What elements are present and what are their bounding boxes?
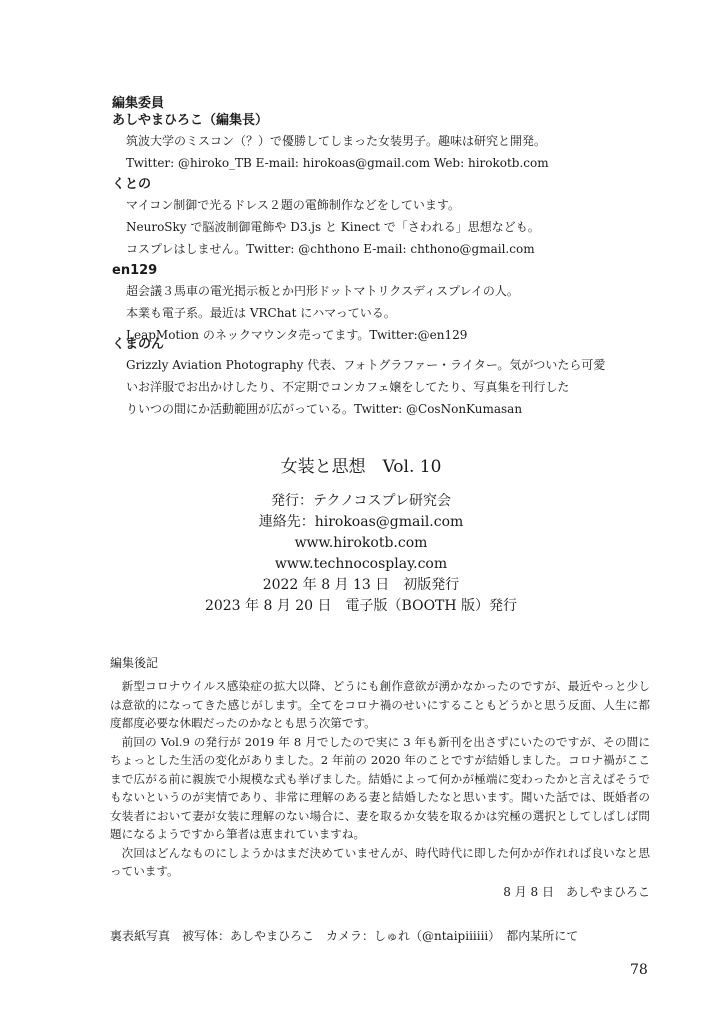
member-line: NeuroSky で脳波制御電飾や D3.js と Kinect で「さわれる」思想なども。 [126,220,540,234]
staff-member [112,336,672,420]
member-name: en129 [112,263,158,278]
postscript-signature: 8 月 8 日 あしやまひろこ [503,884,650,899]
member-line: 超会議３馬車の電光掲示板とか円形ドットマトリクスディスプレイの人。 [126,284,519,298]
member-line: 筑波大学のミスコン（？）で優勝してしまった女装男子。趣味は研究と開発。 [126,134,547,148]
publisher-line: 発行：テクノコスプレ研究会 [271,493,451,509]
website-line: www.technocosplay.com [274,556,448,572]
staff-heading: 編集委員 [112,96,165,111]
postscript-paragraph: 新型コロナウイルス感染症の拡大以降、どうにも創作意欲が湧かなかったのですが、最近やっと少しは意欲的になってきた感じがします。全てをコロナ禍のせいにすることもどうかと思う反面、人生に都度都度必要な休暇だったのかなとも思う次第です。 [110,679,650,730]
member-description [126,130,672,174]
member-line: Grizzly Aviation Photography 代表、フォトグラファー・ライター。気がついたら可愛 [126,358,606,372]
staff-member [112,262,672,346]
staff-member [112,112,672,174]
page-number: 78 [630,962,648,978]
postscript-heading: 編集後記 [110,656,159,670]
member-line: 本業も電子系。最近は VRChat にハマっている。 [126,306,396,320]
member-description [126,354,672,420]
member-line: LeapMotion のネックマウンタ売ってます。Twitter:@en129 [126,328,468,342]
member-line: りいつの間にか活動範囲が広がっている。Twitter: @CosNonKumasan [126,402,523,416]
postscript-paragraph: 次回はどんなものにしようかはまだ決めていませんが、時代時代に即した何かが作れれば良いなと思っています。 [110,845,650,878]
member-line: コスプレはしません。Twitter: @chthono E-mail: chthono@gmail.com [126,242,535,256]
member-name: あしやまひろこ（編集長） [112,113,269,128]
staff-member [112,176,672,260]
colophon-title: 女装と思想 Vol. 10 [280,457,442,477]
member-name: くまのん [112,337,165,352]
member-line: いお洋服でお出かけしたり、不定期でコンカフェ嬢をしてたり、写真集を刊行した [126,380,570,394]
member-line: マイコン制御で光るドレス２題の電飾制作などをしています。 [126,198,460,212]
editors-postscript [110,654,650,900]
website-line: www.hirokotb.com [294,535,428,551]
digital-edition-date: 2023 年 8 月 20 日 電子版（BOOTH 版）発行 [204,598,518,614]
member-name: くとの [112,177,152,192]
first-edition-date: 2022 年 8 月 13 日 初版発行 [262,577,460,593]
colophon-details [0,491,722,617]
cover-photo-credit: 裏表紙写真 被写体：あしやまひろこ カメラ：しゅれ（@ntaipiiiiii） 都内某所にて [110,929,579,943]
postscript-paragraph: 前回の Vol.9 の発行が 2019 年 8 月でしたので実に 3 年も新刊を出さずにいたのですが、その間にちょっとした生活の変化がありました。2 年前の 2020 年のことですが結婚しました。コロナ禍がここまで広がる前に親族で小規模な式も挙げました。結婚によって何かが極端に変わったかと言えばそうでもないというのが実情であり、非常に理解のある妻と結婚したなと思います。聞いた話では、既婚者の女装者において妻が女装に理解のない場合に、妻を取るか女装を取るかは究極の選択としてしばしば問題になるようですから筆者は恵まれていますね。 [110,734,650,841]
member-description [126,194,672,260]
contact-line: 連絡先：hirokoas@gmail.com [258,514,464,530]
member-line: Twitter: @hiroko_TB E-mail: hirokoas@gmail.com Web: hirokotb.com [126,156,549,170]
